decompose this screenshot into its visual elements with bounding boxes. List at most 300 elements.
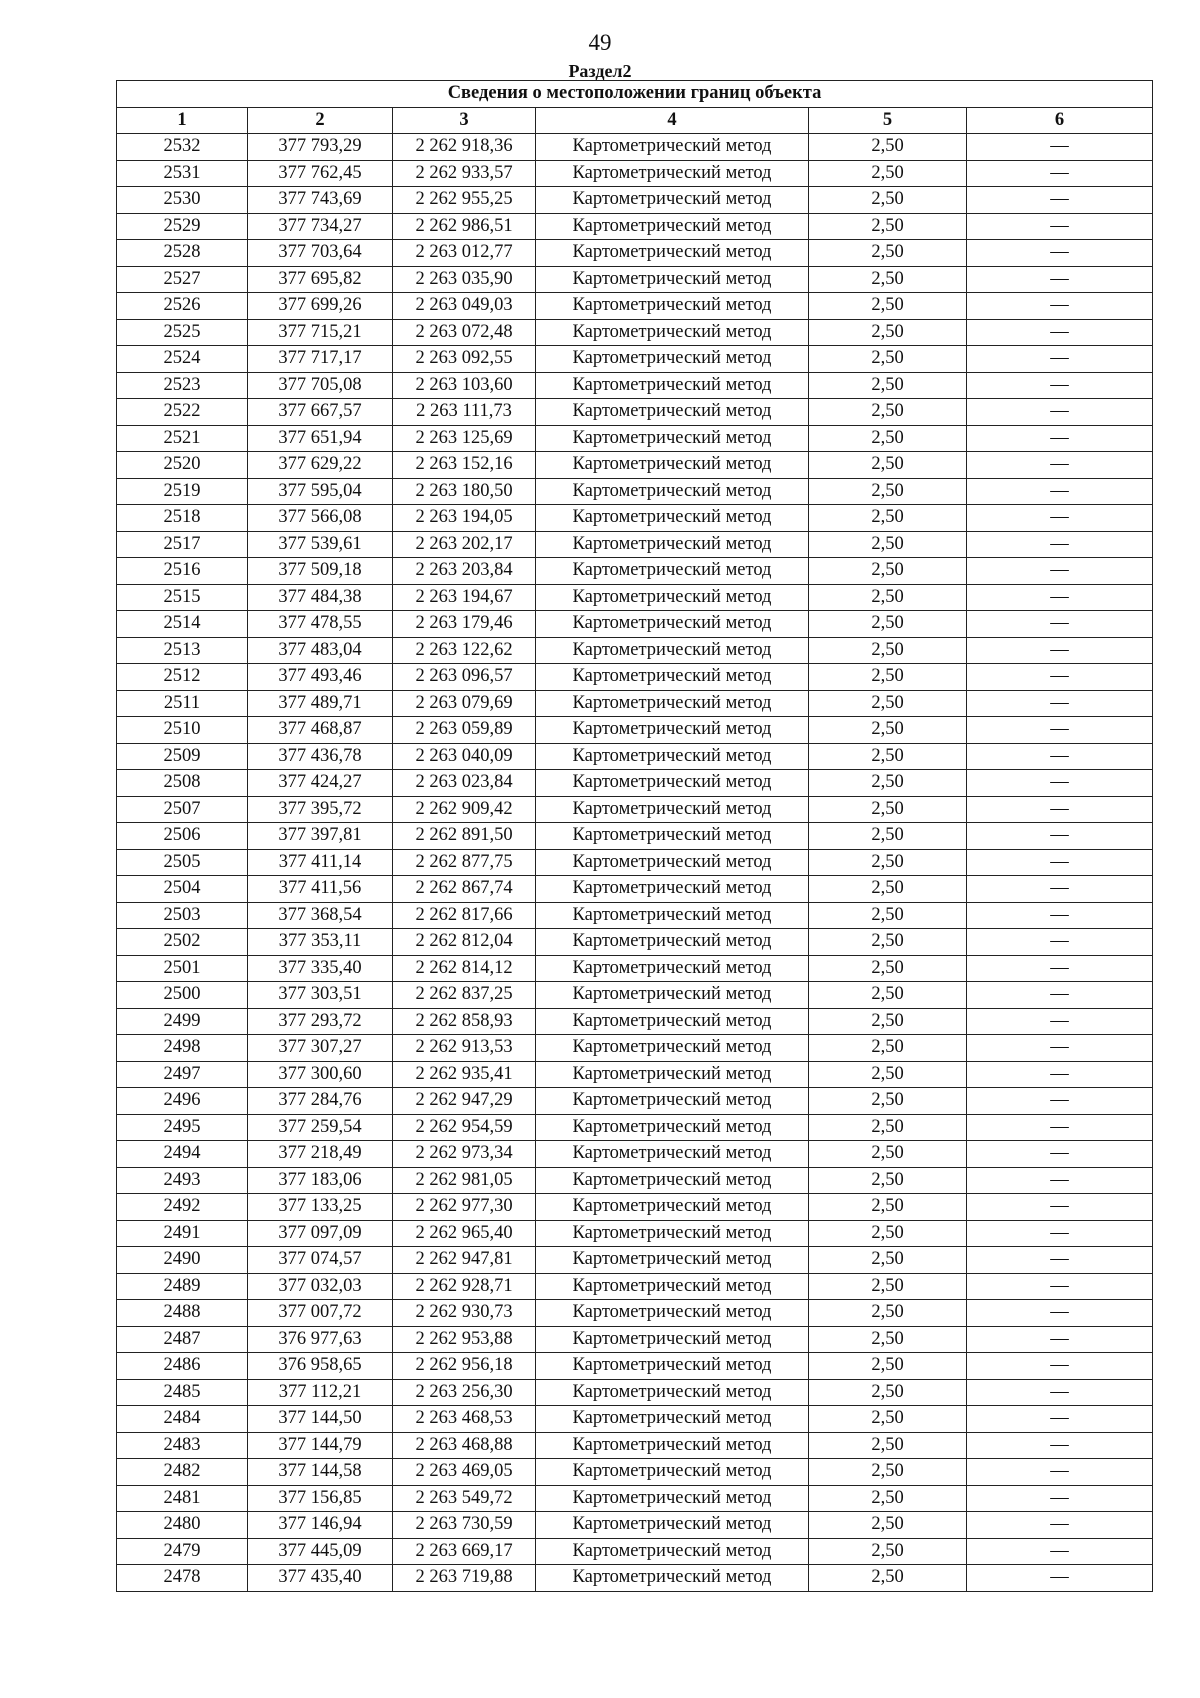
table-row <box>117 531 1153 558</box>
method-cell: Картометрический метод <box>536 637 809 664</box>
method-cell: Картометрический метод <box>536 955 809 982</box>
point-number-cell: 2530 <box>117 187 248 214</box>
table-caption: Сведения о местоположении границ объекта <box>117 81 1153 108</box>
method-cell: Картометрический метод <box>536 240 809 267</box>
point-number-cell: 2532 <box>117 134 248 161</box>
method-cell: Картометрический метод <box>536 1247 809 1274</box>
table-row <box>117 1220 1153 1247</box>
y-coordinate-cell: 2 263 103,60 <box>393 372 536 399</box>
table-row <box>117 399 1153 426</box>
description-cell: — <box>967 293 1153 320</box>
description-cell: — <box>967 1114 1153 1141</box>
point-number-cell: 2489 <box>117 1273 248 1300</box>
description-cell: — <box>967 213 1153 240</box>
y-coordinate-cell: 2 263 730,59 <box>393 1512 536 1539</box>
column-header-row <box>117 107 1153 134</box>
point-number-cell: 2525 <box>117 319 248 346</box>
y-coordinate-cell: 2 263 079,69 <box>393 690 536 717</box>
point-number-cell: 2522 <box>117 399 248 426</box>
description-cell: — <box>967 240 1153 267</box>
method-cell: Картометрический метод <box>536 1114 809 1141</box>
point-number-cell: 2495 <box>117 1114 248 1141</box>
accuracy-cell: 2,50 <box>809 1141 967 1168</box>
description-cell: — <box>967 717 1153 744</box>
method-cell: Картометрический метод <box>536 1088 809 1115</box>
accuracy-cell: 2,50 <box>809 240 967 267</box>
x-coordinate-cell: 377 478,55 <box>248 611 393 638</box>
point-number-cell: 2484 <box>117 1406 248 1433</box>
method-cell: Картометрический метод <box>536 1008 809 1035</box>
y-coordinate-cell: 2 262 909,42 <box>393 796 536 823</box>
method-cell: Картометрический метод <box>536 1167 809 1194</box>
column-header: 1 <box>117 107 248 134</box>
accuracy-cell: 2,50 <box>809 1194 967 1221</box>
point-number-cell: 2508 <box>117 770 248 797</box>
method-cell: Картометрический метод <box>536 1061 809 1088</box>
accuracy-cell: 2,50 <box>809 690 967 717</box>
point-number-cell: 2529 <box>117 213 248 240</box>
table-row <box>117 1379 1153 1406</box>
accuracy-cell: 2,50 <box>809 982 967 1009</box>
table-row <box>117 452 1153 479</box>
y-coordinate-cell: 2 263 111,73 <box>393 399 536 426</box>
point-number-cell: 2512 <box>117 664 248 691</box>
description-cell: — <box>967 478 1153 505</box>
y-coordinate-cell: 2 262 953,88 <box>393 1326 536 1353</box>
accuracy-cell: 2,50 <box>809 1273 967 1300</box>
y-coordinate-cell: 2 263 059,89 <box>393 717 536 744</box>
column-header: 2 <box>248 107 393 134</box>
description-cell: — <box>967 1326 1153 1353</box>
description-cell: — <box>967 346 1153 373</box>
method-cell: Картометрический метод <box>536 1326 809 1353</box>
table-row <box>117 266 1153 293</box>
accuracy-cell: 2,50 <box>809 1459 967 1486</box>
point-number-cell: 2515 <box>117 584 248 611</box>
accuracy-cell: 2,50 <box>809 584 967 611</box>
point-number-cell: 2494 <box>117 1141 248 1168</box>
description-cell: — <box>967 1273 1153 1300</box>
y-coordinate-cell: 2 263 125,69 <box>393 425 536 452</box>
method-cell: Картометрический метод <box>536 929 809 956</box>
point-number-cell: 2501 <box>117 955 248 982</box>
table-row <box>117 1459 1153 1486</box>
description-cell: — <box>967 982 1153 1009</box>
method-cell: Картометрический метод <box>536 531 809 558</box>
accuracy-cell: 2,50 <box>809 1512 967 1539</box>
table-row <box>117 1167 1153 1194</box>
point-number-cell: 2480 <box>117 1512 248 1539</box>
point-number-cell: 2496 <box>117 1088 248 1115</box>
accuracy-cell: 2,50 <box>809 1538 967 1565</box>
accuracy-cell: 2,50 <box>809 319 967 346</box>
point-number-cell: 2479 <box>117 1538 248 1565</box>
y-coordinate-cell: 2 263 096,57 <box>393 664 536 691</box>
column-header: 3 <box>393 107 536 134</box>
description-cell: — <box>967 1247 1153 1274</box>
method-cell: Картометрический метод <box>536 743 809 770</box>
point-number-cell: 2497 <box>117 1061 248 1088</box>
y-coordinate-cell: 2 263 072,48 <box>393 319 536 346</box>
section-title: Раздел2 <box>568 61 632 81</box>
x-coordinate-cell: 377 146,94 <box>248 1512 393 1539</box>
x-coordinate-cell: 376 958,65 <box>248 1353 393 1380</box>
table-row <box>117 1035 1153 1062</box>
y-coordinate-cell: 2 262 935,41 <box>393 1061 536 1088</box>
x-coordinate-cell: 377 300,60 <box>248 1061 393 1088</box>
method-cell: Картометрический метод <box>536 1141 809 1168</box>
point-number-cell: 2511 <box>117 690 248 717</box>
method-cell: Картометрический метод <box>536 452 809 479</box>
table-row <box>117 1485 1153 1512</box>
description-cell: — <box>967 955 1153 982</box>
y-coordinate-cell: 2 263 180,50 <box>393 478 536 505</box>
method-cell: Картометрический метод <box>536 346 809 373</box>
description-cell: — <box>967 1141 1153 1168</box>
x-coordinate-cell: 377 483,04 <box>248 637 393 664</box>
x-coordinate-cell: 377 743,69 <box>248 187 393 214</box>
y-coordinate-cell: 2 263 719,88 <box>393 1565 536 1592</box>
y-coordinate-cell: 2 262 947,29 <box>393 1088 536 1115</box>
point-number-cell: 2487 <box>117 1326 248 1353</box>
y-coordinate-cell: 2 263 023,84 <box>393 770 536 797</box>
x-coordinate-cell: 377 715,21 <box>248 319 393 346</box>
point-number-cell: 2506 <box>117 823 248 850</box>
accuracy-cell: 2,50 <box>809 187 967 214</box>
description-cell: — <box>967 1088 1153 1115</box>
description-cell: — <box>967 1512 1153 1539</box>
y-coordinate-cell: 2 262 977,30 <box>393 1194 536 1221</box>
description-cell: — <box>967 1300 1153 1327</box>
accuracy-cell: 2,50 <box>809 876 967 903</box>
method-cell: Картометрический метод <box>536 1565 809 1592</box>
table-row <box>117 1326 1153 1353</box>
point-number-cell: 2486 <box>117 1353 248 1380</box>
table-row <box>117 372 1153 399</box>
description-cell: — <box>967 558 1153 585</box>
description-cell: — <box>967 1061 1153 1088</box>
method-cell: Картометрический метод <box>536 584 809 611</box>
page-number: 49 <box>588 30 612 55</box>
accuracy-cell: 2,50 <box>809 452 967 479</box>
y-coordinate-cell: 2 262 817,66 <box>393 902 536 929</box>
method-cell: Картометрический метод <box>536 1353 809 1380</box>
table-row <box>117 1247 1153 1274</box>
point-number-cell: 2492 <box>117 1194 248 1221</box>
table-row <box>117 1406 1153 1433</box>
y-coordinate-cell: 2 262 947,81 <box>393 1247 536 1274</box>
description-cell: — <box>967 372 1153 399</box>
x-coordinate-cell: 377 484,38 <box>248 584 393 611</box>
x-coordinate-cell: 377 293,72 <box>248 1008 393 1035</box>
x-coordinate-cell: 376 977,63 <box>248 1326 393 1353</box>
description-cell: — <box>967 1432 1153 1459</box>
description-cell: — <box>967 1194 1153 1221</box>
x-coordinate-cell: 377 539,61 <box>248 531 393 558</box>
method-cell: Картометрический метод <box>536 558 809 585</box>
accuracy-cell: 2,50 <box>809 1406 967 1433</box>
point-number-cell: 2517 <box>117 531 248 558</box>
table-row <box>117 770 1153 797</box>
x-coordinate-cell: 377 074,57 <box>248 1247 393 1274</box>
accuracy-cell: 2,50 <box>809 425 967 452</box>
x-coordinate-cell: 377 734,27 <box>248 213 393 240</box>
y-coordinate-cell: 2 262 837,25 <box>393 982 536 1009</box>
description-cell: — <box>967 1008 1153 1035</box>
point-number-cell: 2507 <box>117 796 248 823</box>
x-coordinate-cell: 377 097,09 <box>248 1220 393 1247</box>
x-coordinate-cell: 377 793,29 <box>248 134 393 161</box>
accuracy-cell: 2,50 <box>809 717 967 744</box>
description-cell: — <box>967 1565 1153 1592</box>
accuracy-cell: 2,50 <box>809 1008 967 1035</box>
method-cell: Картометрический метод <box>536 1406 809 1433</box>
y-coordinate-cell: 2 262 981,05 <box>393 1167 536 1194</box>
y-coordinate-cell: 2 263 179,46 <box>393 611 536 638</box>
method-cell: Картометрический метод <box>536 319 809 346</box>
accuracy-cell: 2,50 <box>809 1061 967 1088</box>
table-row <box>117 664 1153 691</box>
point-number-cell: 2520 <box>117 452 248 479</box>
accuracy-cell: 2,50 <box>809 1220 967 1247</box>
point-number-cell: 2490 <box>117 1247 248 1274</box>
x-coordinate-cell: 377 335,40 <box>248 955 393 982</box>
y-coordinate-cell: 2 263 669,17 <box>393 1538 536 1565</box>
table-row <box>117 849 1153 876</box>
accuracy-cell: 2,50 <box>809 823 967 850</box>
x-coordinate-cell: 377 144,50 <box>248 1406 393 1433</box>
x-coordinate-cell: 377 133,25 <box>248 1194 393 1221</box>
boundary-table <box>116 80 1153 1592</box>
x-coordinate-cell: 377 144,58 <box>248 1459 393 1486</box>
description-cell: — <box>967 1485 1153 1512</box>
table-row <box>117 1432 1153 1459</box>
y-coordinate-cell: 2 263 122,62 <box>393 637 536 664</box>
point-number-cell: 2526 <box>117 293 248 320</box>
x-coordinate-cell: 377 468,87 <box>248 717 393 744</box>
table-row <box>117 558 1153 585</box>
table-row <box>117 637 1153 664</box>
description-cell: — <box>967 187 1153 214</box>
method-cell: Картометрический метод <box>536 611 809 638</box>
table-row <box>117 876 1153 903</box>
y-coordinate-cell: 2 263 035,90 <box>393 266 536 293</box>
y-coordinate-cell: 2 262 930,73 <box>393 1300 536 1327</box>
accuracy-cell: 2,50 <box>809 849 967 876</box>
y-coordinate-cell: 2 262 973,34 <box>393 1141 536 1168</box>
description-cell: — <box>967 743 1153 770</box>
accuracy-cell: 2,50 <box>809 160 967 187</box>
x-coordinate-cell: 377 284,76 <box>248 1088 393 1115</box>
method-cell: Картометрический метод <box>536 187 809 214</box>
method-cell: Картометрический метод <box>536 478 809 505</box>
point-number-cell: 2518 <box>117 505 248 532</box>
y-coordinate-cell: 2 263 468,88 <box>393 1432 536 1459</box>
description-cell: — <box>967 531 1153 558</box>
point-number-cell: 2503 <box>117 902 248 929</box>
x-coordinate-cell: 377 411,56 <box>248 876 393 903</box>
accuracy-cell: 2,50 <box>809 213 967 240</box>
column-header: 5 <box>809 107 967 134</box>
point-number-cell: 2513 <box>117 637 248 664</box>
point-number-cell: 2528 <box>117 240 248 267</box>
x-coordinate-cell: 377 032,03 <box>248 1273 393 1300</box>
table-row <box>117 293 1153 320</box>
x-coordinate-cell: 377 629,22 <box>248 452 393 479</box>
accuracy-cell: 2,50 <box>809 902 967 929</box>
table-row <box>117 611 1153 638</box>
y-coordinate-cell: 2 263 469,05 <box>393 1459 536 1486</box>
method-cell: Картометрический метод <box>536 160 809 187</box>
accuracy-cell: 2,50 <box>809 1432 967 1459</box>
accuracy-cell: 2,50 <box>809 955 967 982</box>
accuracy-cell: 2,50 <box>809 664 967 691</box>
table-row <box>117 584 1153 611</box>
accuracy-cell: 2,50 <box>809 1114 967 1141</box>
y-coordinate-cell: 2 262 955,25 <box>393 187 536 214</box>
accuracy-cell: 2,50 <box>809 1035 967 1062</box>
y-coordinate-cell: 2 262 933,57 <box>393 160 536 187</box>
x-coordinate-cell: 377 509,18 <box>248 558 393 585</box>
accuracy-cell: 2,50 <box>809 346 967 373</box>
table-row <box>117 1512 1153 1539</box>
description-cell: — <box>967 823 1153 850</box>
method-cell: Картометрический метод <box>536 1432 809 1459</box>
x-coordinate-cell: 377 717,17 <box>248 346 393 373</box>
point-number-cell: 2505 <box>117 849 248 876</box>
y-coordinate-cell: 2 262 918,36 <box>393 134 536 161</box>
point-number-cell: 2491 <box>117 1220 248 1247</box>
x-coordinate-cell: 377 699,26 <box>248 293 393 320</box>
x-coordinate-cell: 377 156,85 <box>248 1485 393 1512</box>
point-number-cell: 2478 <box>117 1565 248 1592</box>
x-coordinate-cell: 377 566,08 <box>248 505 393 532</box>
accuracy-cell: 2,50 <box>809 1565 967 1592</box>
y-coordinate-cell: 2 263 256,30 <box>393 1379 536 1406</box>
x-coordinate-cell: 377 703,64 <box>248 240 393 267</box>
method-cell: Картометрический метод <box>536 1538 809 1565</box>
x-coordinate-cell: 377 695,82 <box>248 266 393 293</box>
description-cell: — <box>967 1379 1153 1406</box>
accuracy-cell: 2,50 <box>809 743 967 770</box>
y-coordinate-cell: 2 263 549,72 <box>393 1485 536 1512</box>
accuracy-cell: 2,50 <box>809 531 967 558</box>
description-cell: — <box>967 849 1153 876</box>
description-cell: — <box>967 876 1153 903</box>
table-row <box>117 1300 1153 1327</box>
accuracy-cell: 2,50 <box>809 266 967 293</box>
method-cell: Картометрический метод <box>536 1512 809 1539</box>
method-cell: Картометрический метод <box>536 876 809 903</box>
accuracy-cell: 2,50 <box>809 1300 967 1327</box>
y-coordinate-cell: 2 262 891,50 <box>393 823 536 850</box>
x-coordinate-cell: 377 397,81 <box>248 823 393 850</box>
column-header: 6 <box>967 107 1153 134</box>
x-coordinate-cell: 377 395,72 <box>248 796 393 823</box>
accuracy-cell: 2,50 <box>809 770 967 797</box>
point-number-cell: 2483 <box>117 1432 248 1459</box>
accuracy-cell: 2,50 <box>809 399 967 426</box>
description-cell: — <box>967 637 1153 664</box>
description-cell: — <box>967 770 1153 797</box>
description-cell: — <box>967 266 1153 293</box>
description-cell: — <box>967 399 1153 426</box>
method-cell: Картометрический метод <box>536 1459 809 1486</box>
table-row <box>117 478 1153 505</box>
method-cell: Картометрический метод <box>536 1300 809 1327</box>
y-coordinate-cell: 2 262 986,51 <box>393 213 536 240</box>
x-coordinate-cell: 377 307,27 <box>248 1035 393 1062</box>
y-coordinate-cell: 2 263 092,55 <box>393 346 536 373</box>
accuracy-cell: 2,50 <box>809 1379 967 1406</box>
y-coordinate-cell: 2 262 928,71 <box>393 1273 536 1300</box>
y-coordinate-cell: 2 262 858,93 <box>393 1008 536 1035</box>
table-row <box>117 982 1153 1009</box>
x-coordinate-cell: 377 762,45 <box>248 160 393 187</box>
y-coordinate-cell: 2 263 194,67 <box>393 584 536 611</box>
method-cell: Картометрический метод <box>536 1485 809 1512</box>
description-cell: — <box>967 1035 1153 1062</box>
description-cell: — <box>967 611 1153 638</box>
table-body <box>117 134 1153 1592</box>
point-number-cell: 2485 <box>117 1379 248 1406</box>
description-cell: — <box>967 1167 1153 1194</box>
table-row <box>117 425 1153 452</box>
x-coordinate-cell: 377 595,04 <box>248 478 393 505</box>
table-row <box>117 690 1153 717</box>
accuracy-cell: 2,50 <box>809 1088 967 1115</box>
x-coordinate-cell: 377 368,54 <box>248 902 393 929</box>
description-cell: — <box>967 796 1153 823</box>
table-row <box>117 823 1153 850</box>
table-row <box>117 929 1153 956</box>
x-coordinate-cell: 377 218,49 <box>248 1141 393 1168</box>
x-coordinate-cell: 377 112,21 <box>248 1379 393 1406</box>
table-row <box>117 1353 1153 1380</box>
method-cell: Картометрический метод <box>536 213 809 240</box>
accuracy-cell: 2,50 <box>809 929 967 956</box>
point-number-cell: 2502 <box>117 929 248 956</box>
table-row <box>117 1114 1153 1141</box>
point-number-cell: 2504 <box>117 876 248 903</box>
table-row <box>117 346 1153 373</box>
method-cell: Картометрический метод <box>536 770 809 797</box>
y-coordinate-cell: 2 262 877,75 <box>393 849 536 876</box>
table-row <box>117 1008 1153 1035</box>
x-coordinate-cell: 377 303,51 <box>248 982 393 1009</box>
y-coordinate-cell: 2 262 913,53 <box>393 1035 536 1062</box>
table-row <box>117 743 1153 770</box>
method-cell: Картометрический метод <box>536 664 809 691</box>
method-cell: Картометрический метод <box>536 293 809 320</box>
table-row <box>117 505 1153 532</box>
table-row <box>117 902 1153 929</box>
y-coordinate-cell: 2 262 814,12 <box>393 955 536 982</box>
x-coordinate-cell: 377 259,54 <box>248 1114 393 1141</box>
method-cell: Картометрический метод <box>536 796 809 823</box>
accuracy-cell: 2,50 <box>809 372 967 399</box>
y-coordinate-cell: 2 262 954,59 <box>393 1114 536 1141</box>
table-row <box>117 134 1153 161</box>
method-cell: Картометрический метод <box>536 1379 809 1406</box>
description-cell: — <box>967 1353 1153 1380</box>
table-row <box>117 796 1153 823</box>
y-coordinate-cell: 2 263 049,03 <box>393 293 536 320</box>
method-cell: Картометрический метод <box>536 134 809 161</box>
x-coordinate-cell: 377 183,06 <box>248 1167 393 1194</box>
x-coordinate-cell: 377 435,40 <box>248 1565 393 1592</box>
x-coordinate-cell: 377 411,14 <box>248 849 393 876</box>
